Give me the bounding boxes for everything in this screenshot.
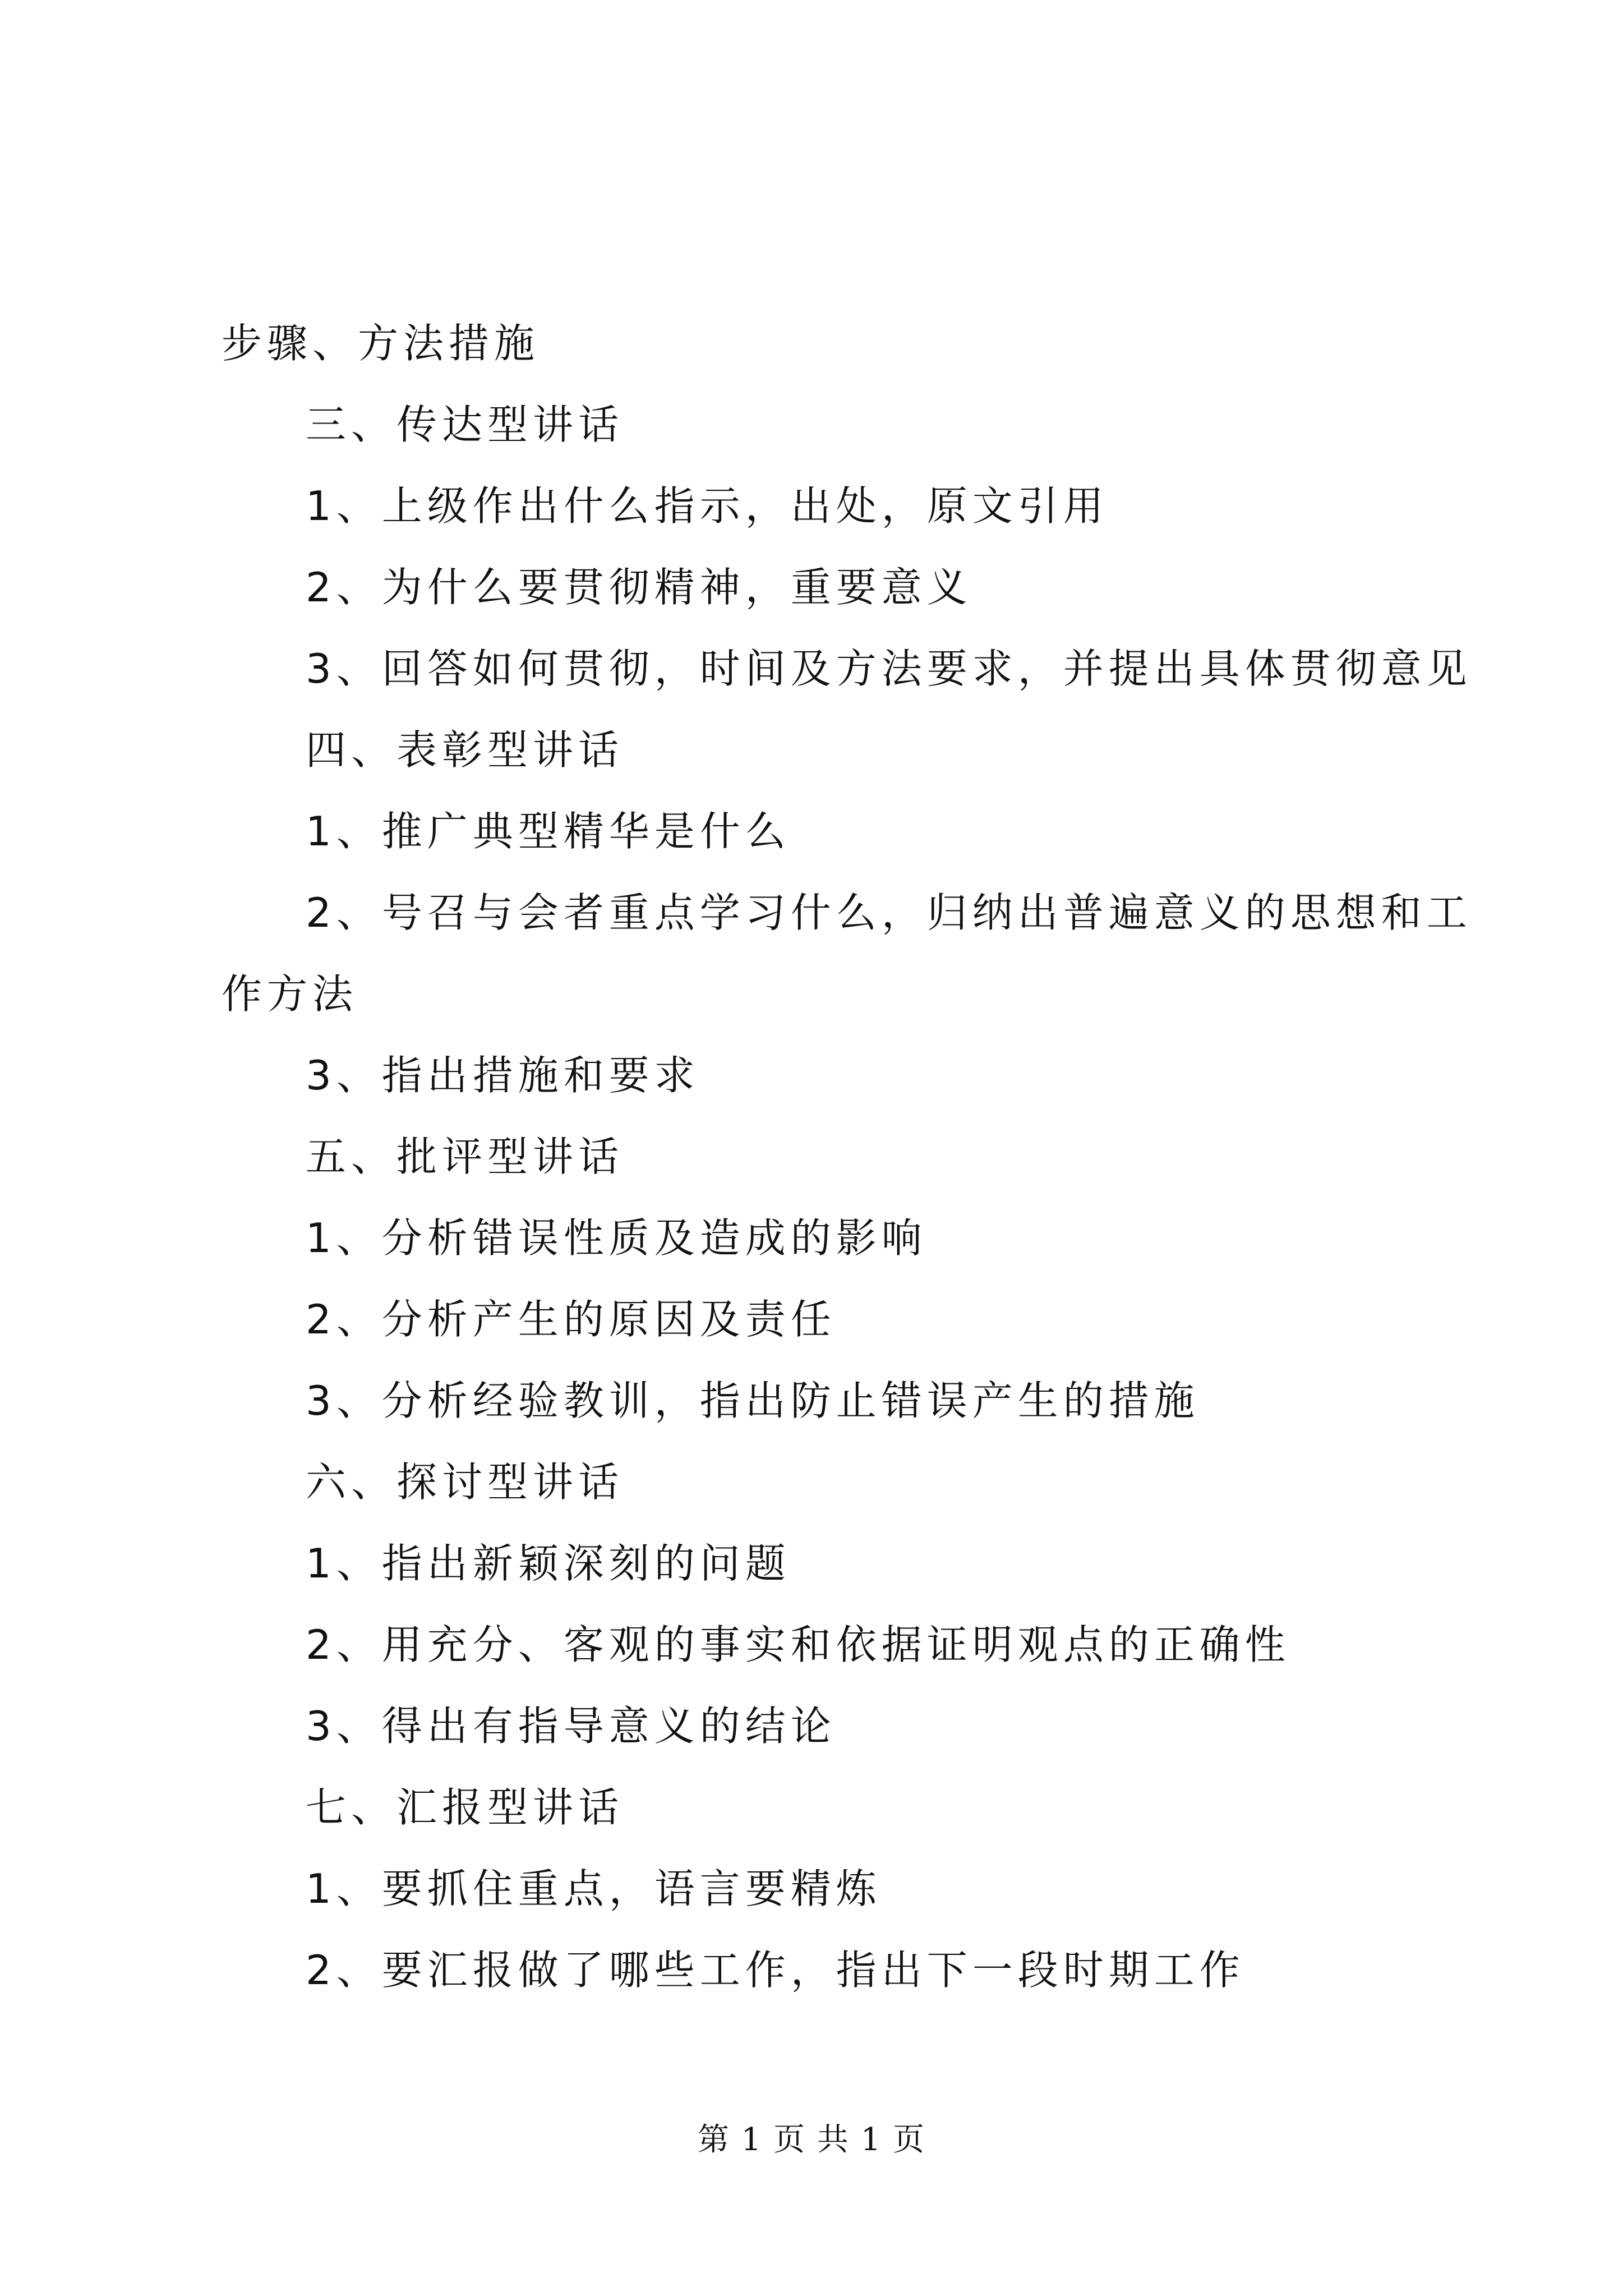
page-number-footer: 第 1 页 共 1 页 (697, 2122, 926, 2158)
list-item: 2、为什么要贯彻精神，重要意义 (306, 564, 972, 611)
list-item: 1、分析错误性质及造成的影响 (306, 1214, 927, 1262)
list-item: 3、回答如何贯彻，时间及方法要求，并提出具体贯彻意见 (306, 645, 1472, 692)
section-heading: 三、传达型讲话 (306, 401, 624, 448)
list-item: 2、号召与会者重点学习什么，归纳出普遍意义的思想和工 (306, 889, 1472, 936)
list-item: 1、上级作出什么指示，出处，原文引用 (306, 482, 1109, 530)
list-item: 3、分析经验教训，指出防止错误产生的措施 (306, 1377, 1200, 1424)
list-item: 1、推广典型精华是什么 (306, 808, 791, 855)
list-item: 3、得出有指导意义的结论 (306, 1703, 836, 1750)
list-item: 2、用充分、客观的事实和依据证明观点的正确性 (306, 1621, 1290, 1668)
list-item: 3、指出措施和要求 (306, 1052, 700, 1099)
section-heading: 七、汇报型讲话 (306, 1784, 624, 1831)
document-body (222, 303, 1472, 2011)
section-heading: 四、表彰型讲话 (306, 726, 624, 774)
list-item: 1、要抓住重点，语言要精炼 (306, 1865, 882, 1912)
list-item: 2、分析产生的原因及责任 (306, 1296, 836, 1343)
section-heading: 五、批评型讲话 (306, 1133, 624, 1180)
list-item: 2、要汇报做了哪些工作，指出下一段时期工作 (306, 1947, 1245, 1994)
text-line-continuation: 作方法 (222, 970, 358, 1018)
text-line: 步骤、方法措施 (222, 320, 540, 367)
section-heading: 六、探讨型讲话 (306, 1458, 624, 1506)
list-item: 1、指出新颖深刻的问题 (306, 1540, 791, 1587)
